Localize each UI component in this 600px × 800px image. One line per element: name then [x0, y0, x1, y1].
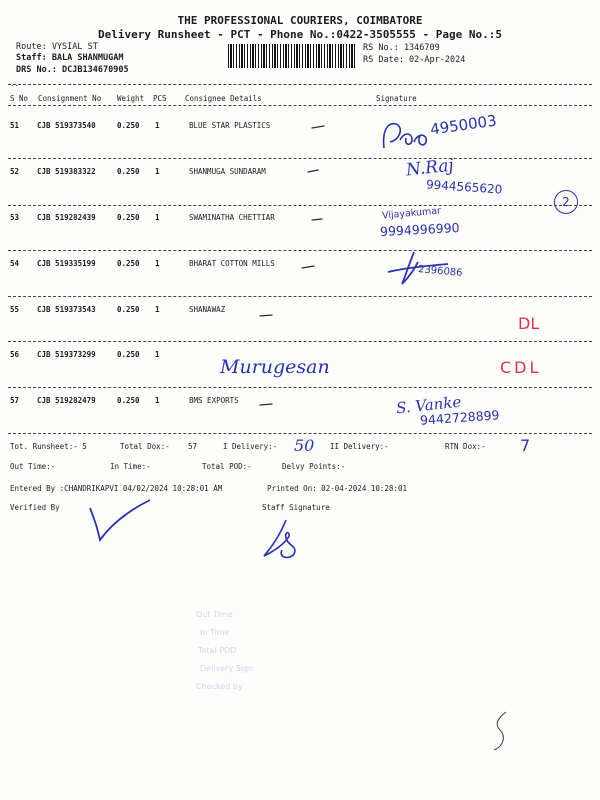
hand-phone-row-54: 2396086	[417, 264, 463, 279]
hand-phone-row-52: 9944565620	[425, 177, 503, 197]
total-dox-label: Total Dox:-	[120, 442, 170, 451]
delvy-points-label: Delvy Points:-	[282, 462, 346, 471]
row-consignment: CJB 519282439	[37, 213, 96, 222]
ghost-line: Out Time	[196, 610, 233, 619]
row-weight: 0.250	[117, 350, 140, 359]
row-weight: 0.250	[117, 213, 140, 222]
ii-delivery-label: II Delivery:-	[330, 442, 389, 451]
row-sno: 55	[10, 305, 20, 314]
row-consignment: CJB 519373540	[37, 121, 96, 130]
staff-signature-scribble	[258, 516, 318, 566]
ghost-line: Delivery Sign	[200, 664, 254, 673]
row-pcs: 1	[155, 213, 160, 222]
ghost-line: In Time	[200, 628, 230, 637]
hand-name-row-56: Murugesan	[220, 356, 330, 378]
staff-signature-label: Staff Signature	[262, 503, 330, 512]
col-weight: Weight	[117, 94, 145, 103]
hand-name-row-53: Vijayakumar	[381, 205, 442, 222]
row-consignee: SHANAWAZ	[189, 305, 226, 314]
staff-label: Staff: BALA SHANMUGAM	[16, 53, 124, 63]
col-consignment: Consignment No	[38, 94, 102, 103]
rtn-dox-label: RTN Dox:-	[445, 442, 486, 451]
row-consignee: SHANMUGA SUNDARAM	[189, 167, 266, 176]
row-pcs: 1	[155, 350, 160, 359]
total-pod-label: Total POD:-	[202, 462, 252, 471]
total-dox-value: 57	[188, 442, 198, 451]
page-title: THE PROFESSIONAL COURIERS, COIMBATORE	[177, 14, 423, 27]
i-delivery-label: I Delivery:-	[223, 442, 278, 451]
row-sno: 53	[10, 213, 20, 222]
row-consignment: CJB 519383322	[37, 167, 96, 176]
stray-pen-mark	[486, 708, 516, 756]
col-sno: S No	[10, 94, 29, 103]
row-pcs: 1	[155, 167, 160, 176]
row-sno: 54	[10, 259, 20, 268]
hand-phone-row-57: 9442728899	[419, 407, 500, 428]
col-signature: Signature	[376, 94, 417, 103]
ghost-line: Total POD	[198, 646, 237, 655]
row-sno: 51	[10, 121, 20, 130]
verified-check-mark	[86, 498, 156, 546]
circled-badge: 2	[554, 190, 578, 214]
row-pcs: 1	[155, 259, 160, 268]
row-weight: 0.250	[117, 121, 140, 130]
row-consignee: BLUE STAR PLASTICS	[189, 121, 271, 130]
row-consignment: CJB 519335199	[37, 259, 96, 268]
rs-number: RS No.: 1346709	[363, 43, 440, 53]
hand-rtn-count: 7	[520, 436, 531, 455]
rs-date: RS Date: 02-Apr-2024	[363, 55, 466, 65]
hand-name-row-57: S. Vanke	[395, 392, 463, 418]
row-weight: 0.250	[117, 259, 140, 268]
hand-delivered-count: 50	[294, 436, 315, 455]
row-weight: 0.250	[117, 167, 140, 176]
row-pcs: 1	[155, 305, 160, 314]
row-sno: 52	[10, 167, 20, 176]
row-pcs: 1	[155, 396, 160, 405]
row-consignment: CJB 519373299	[37, 350, 96, 359]
drs-number: DRS No.: DCJB134670905	[16, 65, 129, 75]
hand-name-row-52: N.Raj	[405, 155, 455, 181]
col-pcs: PCS	[153, 94, 167, 103]
row-sno: 56	[10, 350, 20, 359]
verified-by-label: Verified By	[10, 503, 60, 512]
printed-on: Printed On: 02-04-2024 10:28:01	[267, 484, 407, 493]
tot-runsheet: Tot. Runsheet:- 5	[10, 442, 87, 451]
row-pcs: 1	[155, 121, 160, 130]
entered-by: Entered By :CHANDRIKAPVI 04/02/2024 10:28:01 AM	[10, 484, 223, 493]
in-time-label: In Time:-	[110, 462, 151, 471]
out-time-label: Out Time:-	[10, 462, 56, 471]
row-sno: 57	[10, 396, 20, 405]
hand-code-row-55: DL	[518, 314, 540, 333]
row-consignment: CJB 519373543	[37, 305, 96, 314]
row-weight: 0.250	[117, 396, 140, 405]
row-consignee: SWAMINATHA CHETTIAR	[189, 213, 275, 222]
col-consignee: Consignee Details	[185, 94, 262, 103]
hand-code-row-56: CDL	[500, 358, 542, 377]
row-consignee: BMS EXPORTS	[189, 396, 239, 405]
row-consignment: CJB 519282479	[37, 396, 96, 405]
row-consignee: BHARAT COTTON MILLS	[189, 259, 275, 268]
route-label: Route: VYSIAL ST	[16, 42, 98, 52]
ghost-line: Checked by	[196, 682, 243, 691]
row-weight: 0.250	[117, 305, 140, 314]
hand-phone-row-53: 9994996990	[379, 219, 460, 240]
page-subtitle: Delivery Runsheet - PCT - Phone No.:0422-3505555 - Page No.:5	[98, 28, 502, 41]
hand-phone-row-51: 4950003	[429, 111, 498, 139]
